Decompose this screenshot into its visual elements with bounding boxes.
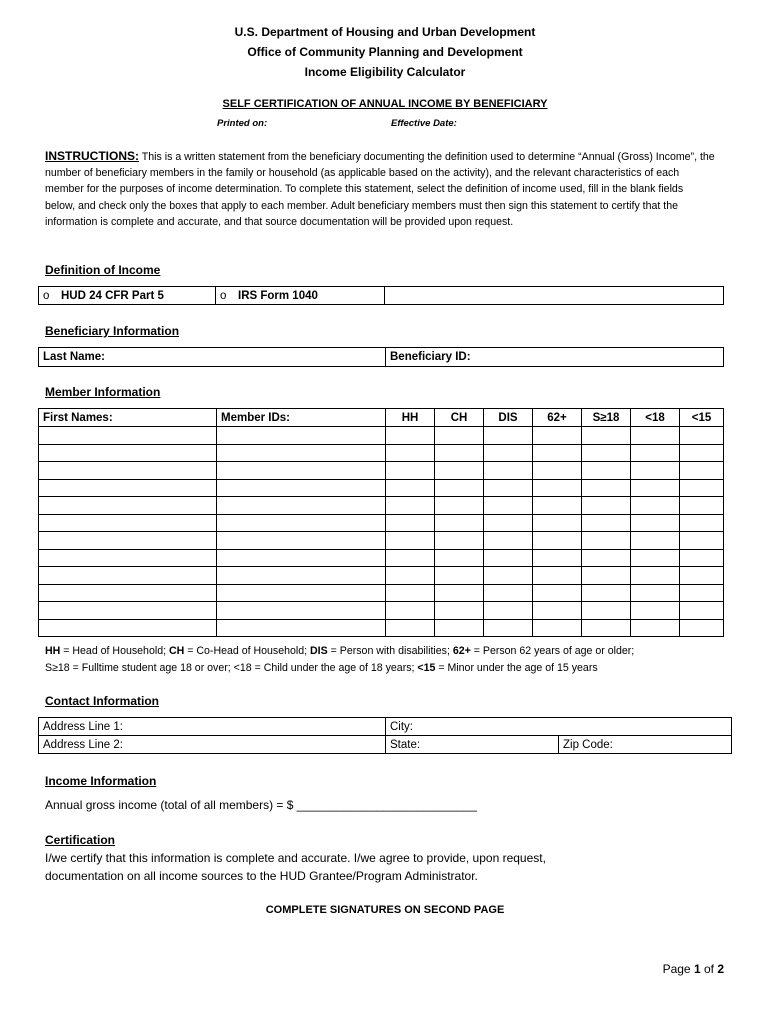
member-cell[interactable] [435,584,484,602]
legend-hh-text: = Head of Household; [60,645,169,657]
certification-line-2: documentation on all income sources to the HUD Grantee/Program Administrator. [45,869,478,883]
member-cell[interactable] [484,444,533,462]
instructions-text: This is a written statement from the beneficiary documenting the definition used to determine “Annual (Gross) Income”, the number of beneficiary members in the family or household (as applicable based on the activity), and the relevant characteristics of each member for the purposes of income determination. To complete this statement, select the definition of income used, fill in the blank fields below, and check only the boxes that apply to each member. Adult beneficiary members must then sign this statement to certify that the information is complete and accurate, and that source documentation will be provided upon request. [45,151,715,228]
annual-income-line[interactable]: Annual gross income (total of all members) = $ ___________________________ [45,798,477,812]
member-header-row [39,409,724,427]
member-row [39,479,724,497]
member-heading: Member Information [45,385,161,399]
address-line-2-label: Address Line 2: [43,738,123,751]
col-dis: DIS [484,409,533,427]
member-cell[interactable] [386,479,435,497]
member-cell[interactable] [386,549,435,567]
member-cell[interactable] [680,602,724,620]
legend-62-text: = Person 62 years of age or older; [470,645,635,657]
member-legend [45,643,735,677]
instructions-label: INSTRUCTIONS: [45,149,139,163]
member-cell[interactable] [582,462,631,480]
member-cell[interactable] [582,602,631,620]
member-cell[interactable] [39,602,217,620]
definition-heading: Definition of Income [45,263,161,277]
page-of: of [700,962,718,976]
member-cell[interactable] [39,479,217,497]
definition-table [38,286,724,305]
member-cell[interactable] [217,444,386,462]
member-cell[interactable] [533,514,582,532]
member-cell[interactable] [39,532,217,550]
effective-date-label: Effective Date: [391,118,457,129]
member-cell[interactable] [533,549,582,567]
city-label: City: [390,720,413,733]
member-cell[interactable] [631,479,680,497]
member-cell[interactable] [217,427,386,445]
member-cell[interactable] [217,532,386,550]
page-number [663,962,724,976]
legend-hh: HH [45,645,61,657]
member-cell[interactable] [680,567,724,585]
option-irs-label: IRS Form 1040 [238,289,318,302]
member-cell[interactable] [217,602,386,620]
member-row [39,427,724,445]
member-cell[interactable] [582,444,631,462]
address-line-1-label: Address Line 1: [43,720,123,733]
member-cell[interactable] [39,584,217,602]
legend-line-1 [45,643,735,660]
legend-line-2 [45,660,735,677]
calculator-name: Income Eligibility Calculator [304,65,466,79]
member-row [39,619,724,637]
member-cell[interactable] [386,619,435,637]
member-row [39,497,724,515]
member-cell[interactable] [631,444,680,462]
member-cell[interactable] [484,427,533,445]
member-cell[interactable] [217,549,386,567]
member-cell[interactable] [631,532,680,550]
member-cell[interactable] [582,427,631,445]
member-cell[interactable] [533,444,582,462]
member-cell[interactable] [582,567,631,585]
member-cell[interactable] [582,479,631,497]
member-cell[interactable] [217,497,386,515]
member-cell[interactable] [484,567,533,585]
legend-15: <15 [417,662,436,674]
member-cell[interactable] [680,444,724,462]
member-row [39,532,724,550]
member-cell[interactable] [217,619,386,637]
col-member-ids: Member IDs: [217,409,386,427]
member-cell[interactable] [435,462,484,480]
beneficiary-id-label: Beneficiary ID: [390,351,471,363]
legend-dis-text: = Person with disabilities; [327,645,453,657]
member-cell[interactable] [435,427,484,445]
beneficiary-table [38,347,724,367]
member-cell[interactable] [435,497,484,515]
member-cell[interactable] [386,444,435,462]
beneficiary-heading: Beneficiary Information [45,324,180,338]
contact-heading: Contact Information [45,694,159,708]
page-prefix: Page [662,962,694,976]
legend-ch: CH [168,645,185,657]
member-cell[interactable] [582,549,631,567]
address-line-2-field[interactable] [39,736,386,754]
col-first-names: First Names: [39,409,217,427]
member-cell[interactable] [582,584,631,602]
page-current: 1 [693,962,701,976]
member-cell[interactable] [39,549,217,567]
member-cell[interactable] [39,619,217,637]
member-table [38,408,724,637]
option-irs-1040[interactable] [216,287,385,305]
col-under18: <18 [631,409,680,427]
contact-table [38,717,732,754]
member-cell[interactable] [435,549,484,567]
member-cell[interactable] [217,479,386,497]
member-cell[interactable] [680,497,724,515]
member-cell[interactable] [39,427,217,445]
member-cell[interactable] [533,462,582,480]
member-cell[interactable] [631,619,680,637]
member-cell[interactable] [386,602,435,620]
certification-line-1: I/we certify that this information is complete and accurate. I/we agree to provide, upon request, [45,851,546,865]
member-cell[interactable] [484,462,533,480]
member-cell[interactable] [631,514,680,532]
member-cell[interactable] [386,532,435,550]
option-hud-part5[interactable] [39,287,216,305]
member-cell[interactable] [631,497,680,515]
legend-62: 62+ [452,645,471,657]
member-cell[interactable] [435,514,484,532]
city-field[interactable] [386,718,732,736]
instructions [45,148,715,230]
col-62plus: 62+ [533,409,582,427]
legend-15-text: = Minor under the age of 15 years [435,662,598,674]
member-cell[interactable] [484,549,533,567]
member-cell[interactable] [484,479,533,497]
form-title: SELF CERTIFICATION OF ANNUAL INCOME BY BENEFICIARY [222,98,548,110]
address-line-1-field[interactable] [39,718,386,736]
agency-name: U.S. Department of Housing and Urban Development [234,25,536,39]
member-row [39,462,724,480]
member-row [39,514,724,532]
office-name: Office of Community Planning and Development [247,45,523,59]
member-cell[interactable] [435,479,484,497]
member-cell[interactable] [582,514,631,532]
zip-field[interactable] [559,736,732,754]
printed-on-label: Printed on: [217,118,268,129]
member-cell[interactable] [680,619,724,637]
member-cell[interactable] [435,444,484,462]
member-cell[interactable] [533,479,582,497]
member-row [39,567,724,585]
member-cell[interactable] [386,584,435,602]
radio-irs-icon[interactable]: o [220,289,227,302]
member-cell[interactable] [533,619,582,637]
member-cell[interactable] [435,532,484,550]
member-cell[interactable] [680,462,724,480]
member-cell[interactable] [386,427,435,445]
member-cell[interactable] [533,427,582,445]
member-cell[interactable] [39,514,217,532]
member-cell[interactable] [39,497,217,515]
member-cell[interactable] [435,619,484,637]
member-cell[interactable] [484,532,533,550]
member-cell[interactable] [582,497,631,515]
member-cell[interactable] [631,462,680,480]
member-cell[interactable] [386,462,435,480]
member-cell[interactable] [680,514,724,532]
member-cell[interactable] [533,602,582,620]
member-row [39,444,724,462]
member-cell[interactable] [631,567,680,585]
member-cell[interactable] [680,549,724,567]
state-label: State: [390,738,421,751]
legend-line-2-text: S≥18 = Fulltime student age 18 or over; <18 = Child under the age of 18 years; [45,662,418,674]
member-cell[interactable] [435,567,484,585]
member-cell[interactable] [386,567,435,585]
member-cell[interactable] [39,444,217,462]
certification-heading: Certification [45,833,116,847]
member-cell[interactable] [631,584,680,602]
member-cell[interactable] [680,479,724,497]
member-cell[interactable] [217,514,386,532]
beneficiary-id-field[interactable] [386,348,724,367]
page-total: 2 [717,962,724,976]
member-cell[interactable] [631,427,680,445]
member-cell[interactable] [39,567,217,585]
member-cell[interactable] [680,584,724,602]
member-cell[interactable] [582,532,631,550]
col-student: S≥18 [582,409,631,427]
member-row [39,602,724,620]
last-name-label: Last Name: [43,351,105,363]
income-heading: Income Information [45,774,157,788]
member-cell[interactable] [217,462,386,480]
member-cell[interactable] [533,497,582,515]
member-cell[interactable] [533,584,582,602]
legend-dis: DIS [310,645,328,657]
legend-ch-text: = Co-Head of Household; [184,645,311,657]
member-cell[interactable] [680,427,724,445]
member-cell[interactable] [386,497,435,515]
col-hh: HH [386,409,435,427]
member-cell[interactable] [386,514,435,532]
member-cell[interactable] [533,532,582,550]
definition-blank-cell [385,287,724,305]
member-cell[interactable] [484,619,533,637]
member-row [39,549,724,567]
member-cell[interactable] [680,532,724,550]
member-row [39,584,724,602]
option-hud-label: HUD 24 CFR Part 5 [61,289,164,302]
member-cell[interactable] [39,462,217,480]
member-cell[interactable] [484,497,533,515]
col-under15: <15 [680,409,724,427]
zip-label: Zip Code: [563,738,613,751]
member-cell[interactable] [484,602,533,620]
member-cell[interactable] [484,584,533,602]
last-name-field[interactable] [39,348,386,367]
member-cell[interactable] [631,549,680,567]
member-cell[interactable] [217,567,386,585]
member-cell[interactable] [533,567,582,585]
member-cell[interactable] [484,514,533,532]
state-field[interactable] [386,736,559,754]
col-ch: CH [435,409,484,427]
member-cell[interactable] [631,602,680,620]
radio-hud-icon[interactable]: o [43,289,50,302]
member-cell[interactable] [435,602,484,620]
member-cell[interactable] [217,584,386,602]
member-cell[interactable] [582,619,631,637]
signatures-notice: COMPLETE SIGNATURES ON SECOND PAGE [265,904,505,916]
